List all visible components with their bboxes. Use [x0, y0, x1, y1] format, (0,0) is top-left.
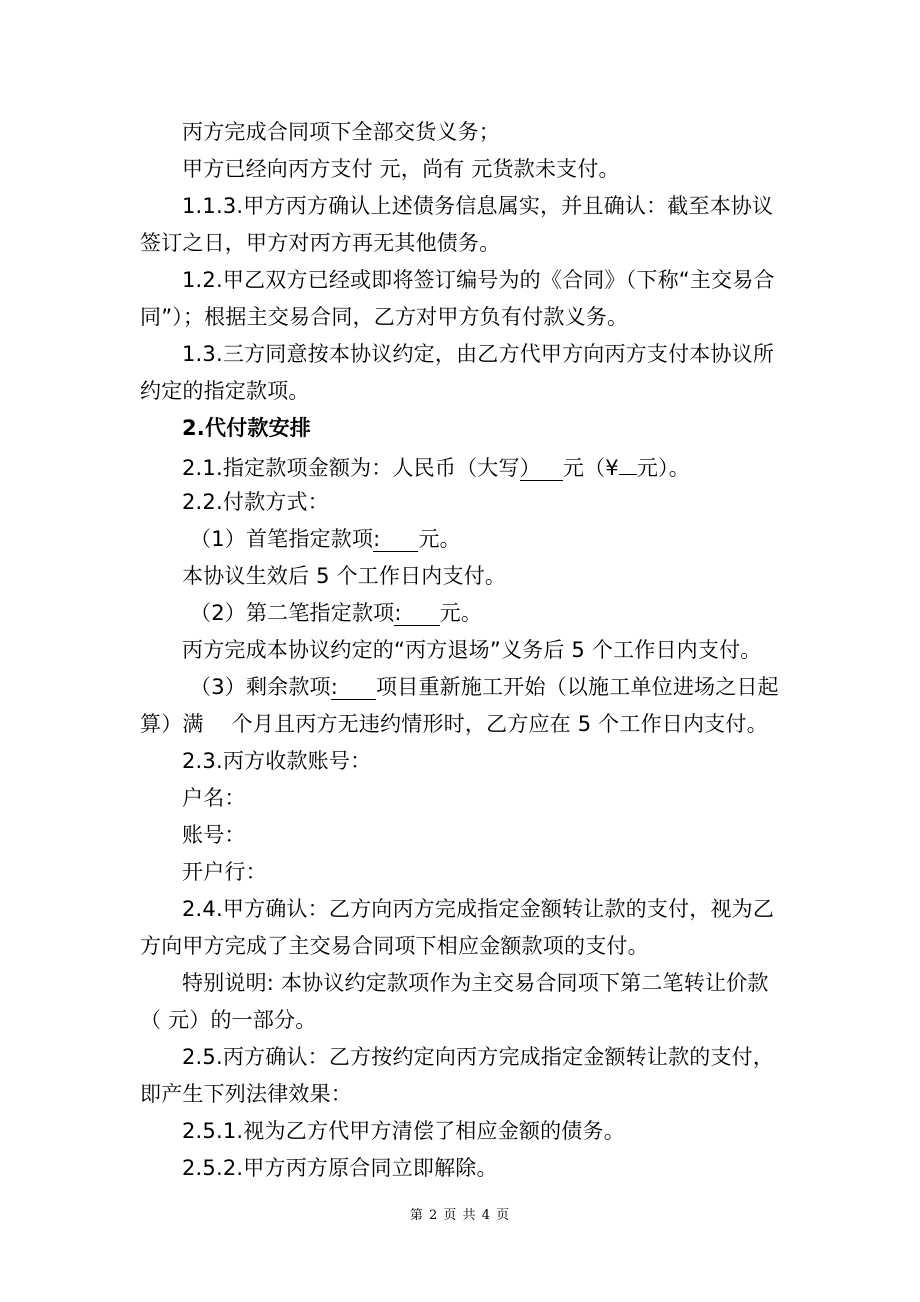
second-payment-blank: :	[394, 601, 439, 626]
text-line: 2.2.付款方式：	[182, 490, 329, 514]
remaining-payment-text: 项目重新施工开始（以施工单位进场之日起	[376, 675, 779, 699]
text-line: 本协议生效后 5 个工作日内支付。	[182, 564, 507, 588]
text-line: 2.5.丙方确认：乙方按约定向丙方完成指定金额转让款的支付，	[182, 1045, 775, 1069]
second-payment-line	[190, 598, 840, 628]
second-payment-label: （2）第二笔指定款项	[190, 601, 395, 625]
bank-line: 开户行：	[182, 860, 267, 884]
remaining-payment-blank: :	[331, 675, 376, 700]
second-payment-unit: 元。	[439, 601, 483, 625]
amount-text: 2.1.指定款项金额为：人民币（大写	[182, 456, 520, 480]
amount-blank-uppercase: ）	[520, 456, 563, 481]
text-line: 约定的指定款项。	[140, 379, 310, 403]
text-line: 算）满 个月且丙方无违约情形时，乙方应在 5 个工作日内支付。	[140, 712, 768, 736]
text-line: （ 元）的一部分。	[140, 1008, 317, 1032]
text-line: 同”）；根据主交易合同，乙方对甲方负有付款义务。	[140, 305, 629, 329]
amount-text: 元）。	[636, 456, 690, 480]
text-line: 特别说明: 本协议约定款项作为主交易合同项下第二笔转让价款	[182, 971, 769, 995]
text-line: 方向甲方完成了主交易合同项下相应金额款项的支付。	[140, 934, 649, 958]
text-line: 丙方完成本协议约定的“丙方退场”义务后 5 个工作日内支付。	[182, 638, 762, 662]
text-line: 2.5.2.甲方丙方原合同立即解除。	[182, 1156, 498, 1180]
amount-line	[182, 450, 790, 483]
text-line: 1.2.甲乙双方已经或即将签订编号为的《合同》（下称“主交易合	[182, 268, 775, 292]
first-payment-blank: :	[373, 527, 418, 552]
text-line: 即产生下列法律效果：	[140, 1082, 352, 1106]
text-line: 2.5.1.视为乙方代甲方清偿了相应金额的债务。	[182, 1119, 625, 1143]
text-line: 丙方完成合同项下全部交货义务；	[182, 120, 500, 144]
first-payment-label: （1）首笔指定款项	[190, 527, 374, 551]
amount-blank-number	[619, 450, 637, 475]
text-line: 甲方已经向丙方支付 元，尚有 元货款未支付。	[182, 157, 620, 181]
section-heading: 2.代付款安排	[182, 416, 311, 440]
text-line: 签订之日，甲方对丙方再无其他债务。	[140, 231, 501, 255]
first-payment-line	[190, 524, 840, 554]
first-payment-unit: 元。	[418, 527, 461, 551]
page-number: 第 2 页 共 4 页	[409, 1208, 511, 1223]
remaining-payment-label: （3）剩余款项	[190, 675, 331, 699]
text-line: 1.3.三方同意按本协议约定，由乙方代甲方向丙方支付本协议所	[182, 342, 775, 366]
text-line: 2.4.甲方确认：乙方向丙方完成指定金额转让款的支付，视为乙	[182, 897, 775, 921]
text-line: 1.1.3.甲方丙方确认上述债务信息属实，并且确认：截至本协议	[182, 194, 774, 218]
account-number-line: 账号：	[182, 823, 246, 847]
account-name-line: 户名：	[182, 786, 246, 810]
amount-text: 元（¥	[562, 456, 619, 480]
remaining-payment-line	[190, 672, 840, 702]
text-line: 2.3.丙方收款账号：	[182, 749, 372, 773]
